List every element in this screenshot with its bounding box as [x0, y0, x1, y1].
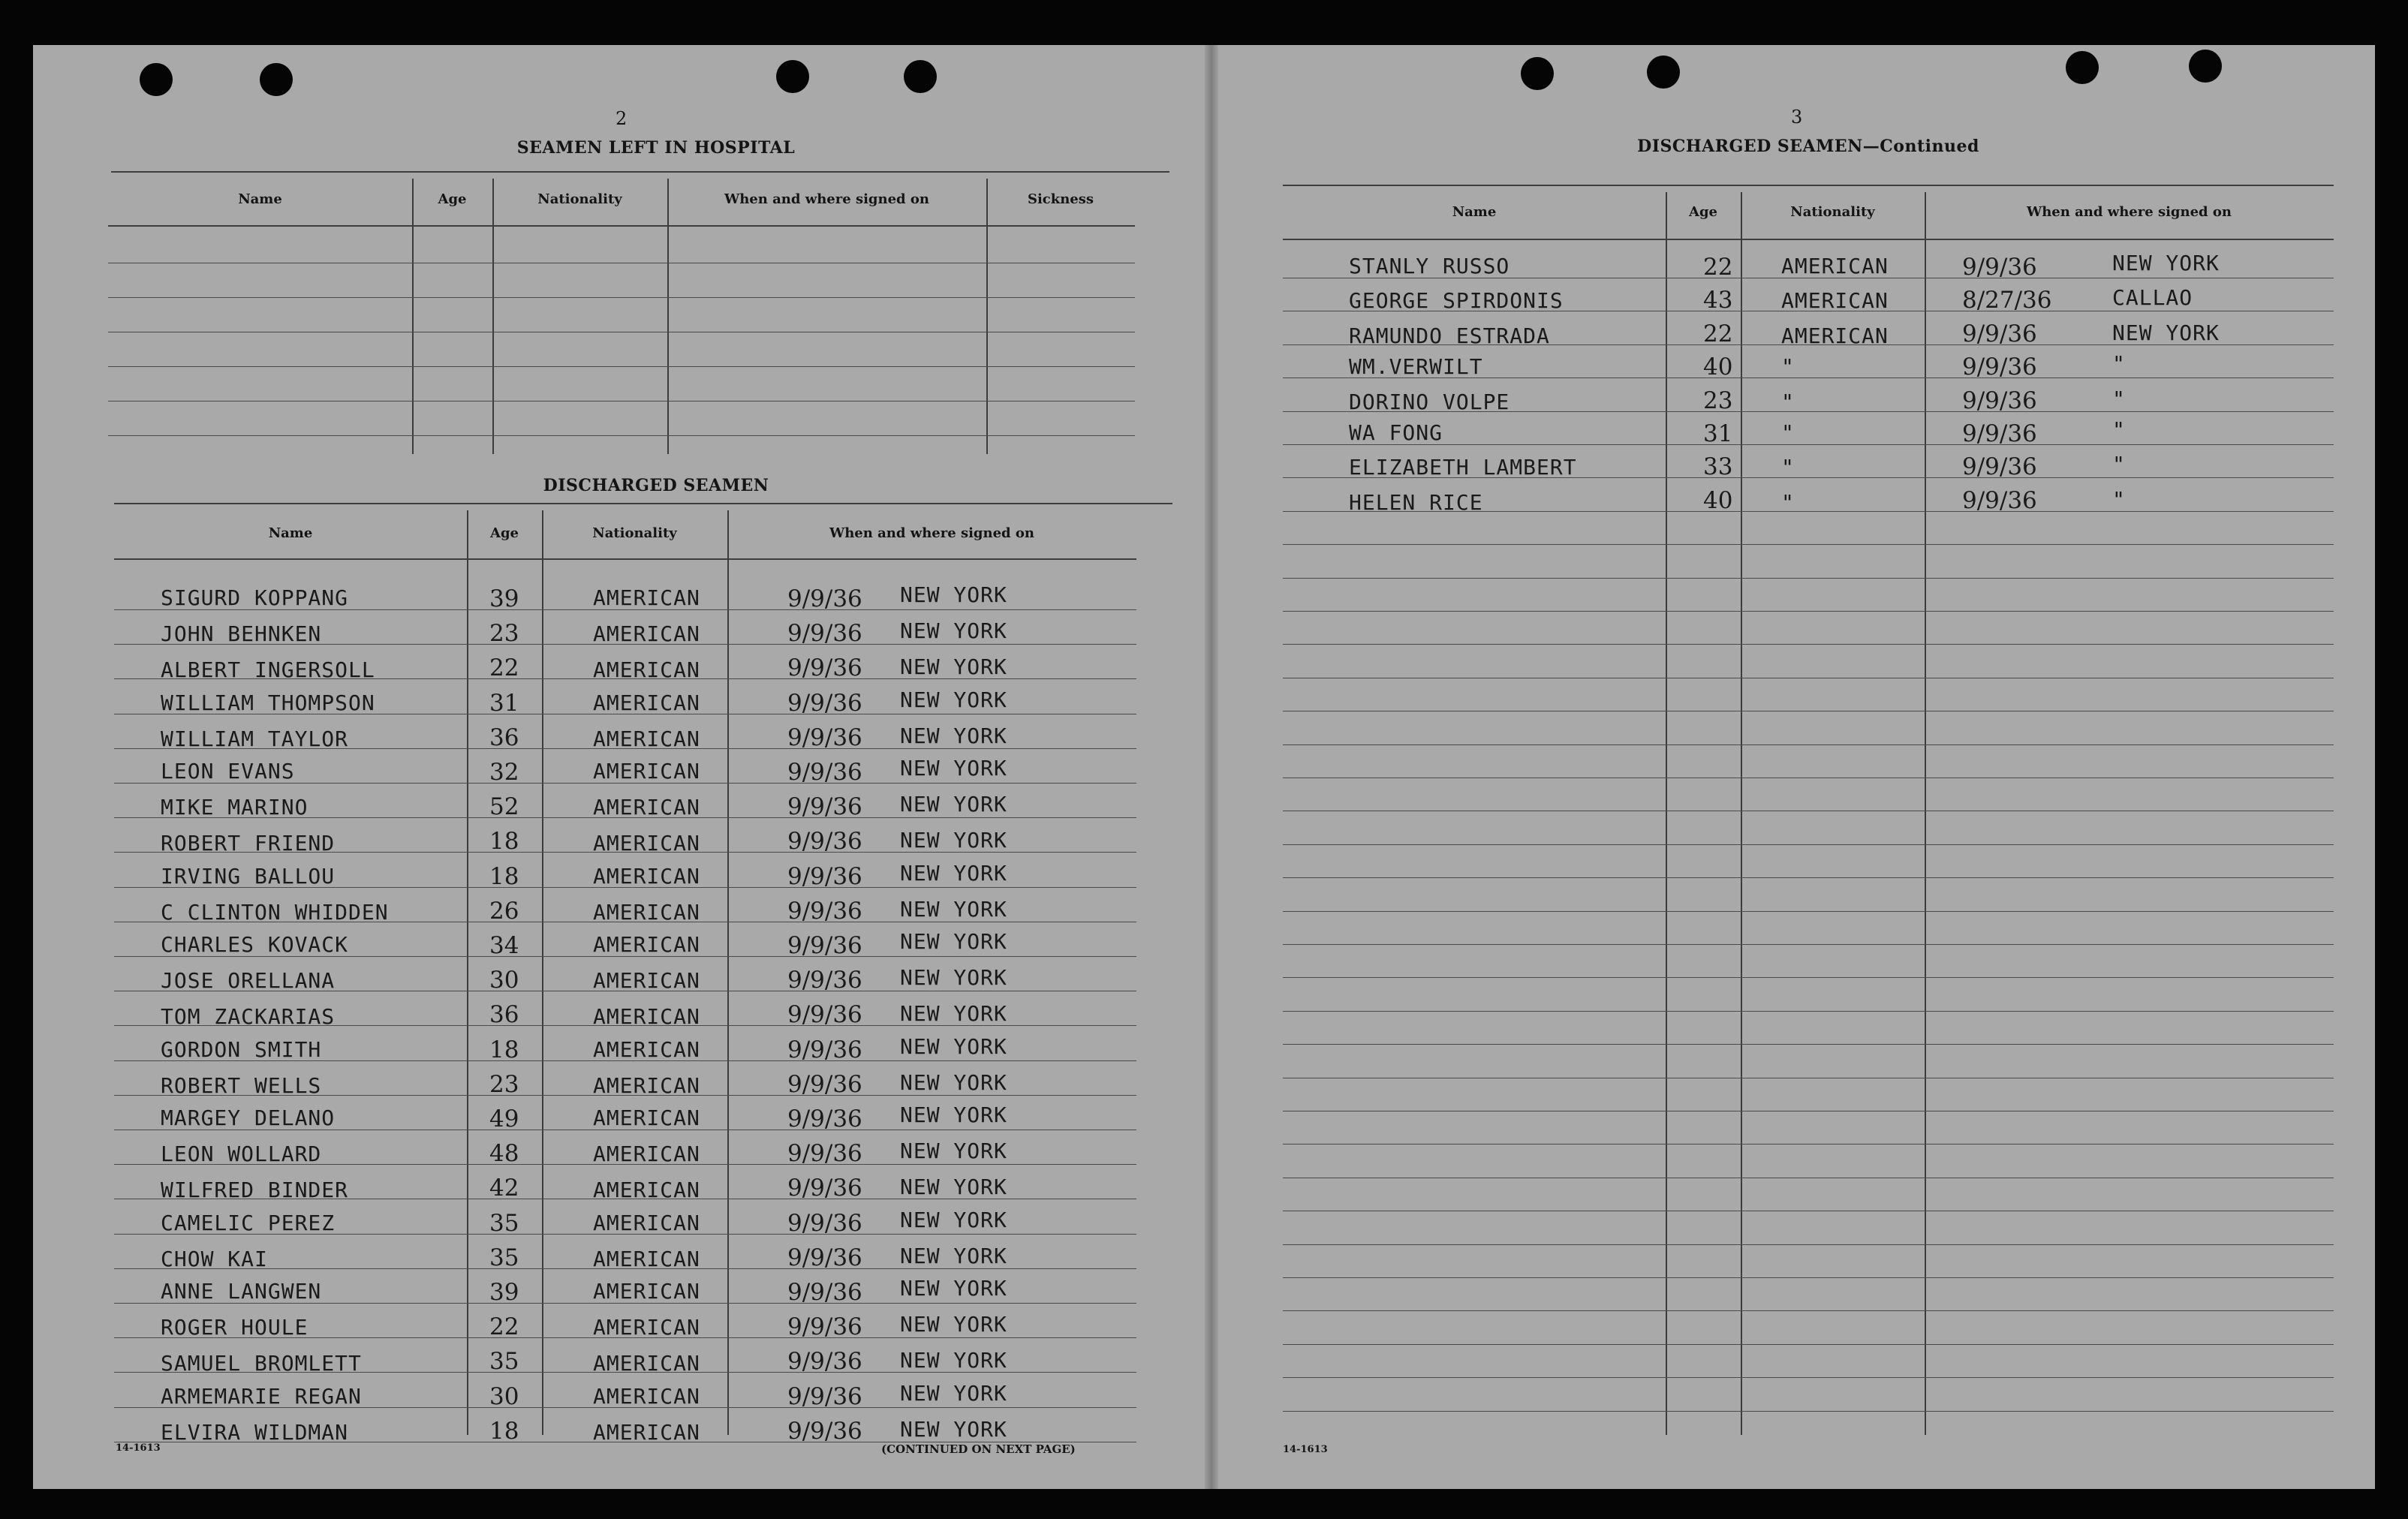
- cell-name: LEON WOLLARD: [161, 1142, 322, 1167]
- cell-age: 40: [1703, 486, 1733, 514]
- cell-nationality: AMERICAN: [593, 863, 700, 889]
- cell-age: 23: [489, 620, 519, 648]
- cell-age: 43: [1703, 287, 1733, 314]
- cell-age: 35: [489, 1348, 519, 1376]
- column-rule: [1666, 192, 1667, 1435]
- cell-nationality: ": [1781, 420, 1795, 445]
- cell-name: ALBERT INGERSOLL: [161, 657, 375, 683]
- cell-date: 9/9/36: [1962, 320, 2037, 347]
- cell-date: 9/9/36: [787, 723, 862, 751]
- cell-date: 9/9/36: [1962, 420, 2037, 447]
- cell-age: 39: [489, 1279, 519, 1306]
- cell-date: 9/9/36: [787, 897, 862, 925]
- column-header: Age: [438, 191, 467, 207]
- row-rule: [1283, 1377, 2334, 1378]
- row-rule: [108, 435, 1135, 436]
- cell-place: NEW YORK: [900, 756, 1007, 781]
- cell-age: 35: [489, 1209, 519, 1237]
- cell-age: 36: [489, 723, 519, 751]
- cell-nationality: AMERICAN: [593, 1142, 700, 1167]
- cell-place: NEW YORK: [2112, 251, 2220, 275]
- cell-date: 9/9/36: [787, 967, 862, 994]
- cell-age: 48: [489, 1140, 519, 1168]
- cell-name: JOSE ORELLANA: [161, 968, 336, 994]
- cell-date: 9/9/36: [787, 620, 862, 648]
- cell-place: NEW YORK: [900, 1175, 1007, 1200]
- cell-name: SIGURD KOPPANG: [161, 585, 349, 610]
- cell-age: 31: [489, 689, 519, 717]
- header-rule: [108, 225, 1135, 227]
- punch-hole: [1521, 57, 1554, 90]
- cell-place: NEW YORK: [900, 687, 1007, 712]
- cell-name: ROBERT FRIEND: [161, 831, 336, 856]
- row-rule: [1283, 877, 2334, 878]
- column-header: Nationality: [592, 525, 677, 541]
- cell-date: 9/9/36: [787, 585, 862, 612]
- cell-date: 9/9/36: [787, 689, 862, 717]
- column-header: Age: [1688, 204, 1717, 220]
- cell-nationality: AMERICAN: [593, 932, 700, 957]
- cell-date: 9/9/36: [787, 932, 862, 959]
- cell-age: 26: [489, 897, 519, 925]
- cell-age: 18: [489, 828, 519, 856]
- left-page: [33, 45, 1208, 1489]
- row-rule: [108, 297, 1135, 298]
- page-number: 2: [616, 108, 628, 129]
- cell-age: 18: [489, 1417, 519, 1445]
- row-rule: [1283, 844, 2334, 845]
- cell-place: NEW YORK: [900, 1380, 1007, 1406]
- cell-nationality: AMERICAN: [593, 1036, 700, 1062]
- cell-nationality: AMERICAN: [593, 1279, 700, 1304]
- cell-age: 23: [1703, 387, 1733, 414]
- row-rule: [1283, 1277, 2334, 1278]
- hospital-section-title: SEAMEN LEFT IN HOSPITAL: [516, 138, 796, 158]
- cell-place: NEW YORK: [900, 1207, 1007, 1232]
- cell-age: 33: [1703, 453, 1733, 481]
- cell-age: 23: [489, 1070, 519, 1098]
- cell-place: NEW YORK: [900, 1033, 1007, 1059]
- cell-place: NEW YORK: [900, 929, 1007, 954]
- cell-nationality: AMERICAN: [593, 968, 700, 994]
- cell-date: 9/9/36: [787, 862, 862, 890]
- column-rule: [492, 179, 494, 454]
- column-rule: [727, 510, 729, 1435]
- cell-nationality: AMERICAN: [593, 1315, 700, 1340]
- row-rule: [1283, 1344, 2334, 1345]
- cell-place: NEW YORK: [900, 860, 1007, 886]
- cell-name: CHARLES KOVACK: [161, 932, 349, 957]
- cell-name: TOM ZACKARIAS: [161, 1004, 336, 1030]
- cell-name: WM.VERWILT: [1349, 354, 1483, 380]
- cell-age: 30: [489, 967, 519, 994]
- cell-date: 9/9/36: [787, 1313, 862, 1341]
- cell-date: 9/9/36: [1962, 254, 2037, 281]
- row-rule: [1283, 1044, 2334, 1045]
- cell-place: NEW YORK: [900, 582, 1007, 607]
- cell-age: 36: [489, 1001, 519, 1029]
- cell-place: CALLAO: [2112, 285, 2193, 311]
- cell-nationality: AMERICAN: [593, 621, 700, 647]
- cell-name: ANNE LANGWEN: [161, 1279, 322, 1304]
- cell-place: NEW YORK: [900, 965, 1007, 991]
- header-rule: [114, 558, 1136, 560]
- cell-name: ARMEMARIE REGAN: [161, 1383, 362, 1409]
- column-rule: [667, 179, 669, 454]
- cell-nationality: AMERICAN: [593, 831, 700, 856]
- row-rule: [1283, 1011, 2334, 1012]
- column-header: When and where signed on: [829, 525, 1034, 541]
- cell-name: GEORGE SPIRDONIS: [1349, 288, 1564, 314]
- cell-nationality: AMERICAN: [593, 1383, 700, 1409]
- row-rule: [1283, 744, 2334, 745]
- cell-place: NEW YORK: [900, 1312, 1007, 1337]
- cell-place: NEW YORK: [900, 1138, 1007, 1164]
- cell-date: 9/9/36: [787, 1279, 862, 1306]
- punch-hole: [2189, 50, 2222, 83]
- cell-date: 8/27/36: [1962, 287, 2052, 314]
- cell-name: ROBERT WELLS: [161, 1072, 322, 1098]
- cell-place: NEW YORK: [900, 896, 1007, 922]
- cell-nationality: AMERICAN: [593, 585, 700, 610]
- row-rule: [108, 366, 1135, 367]
- cell-place: ": [2112, 486, 2126, 512]
- cell-age: 39: [489, 585, 519, 612]
- punch-hole: [776, 60, 809, 93]
- cell-name: WILFRED BINDER: [161, 1178, 349, 1203]
- cell-place: ": [2112, 386, 2126, 411]
- cell-name: RAMUNDO ESTRADA: [1349, 323, 1550, 348]
- cell-date: 9/9/36: [1962, 486, 2037, 514]
- cell-name: ROGER HOULE: [161, 1315, 309, 1340]
- cell-date: 9/9/36: [1962, 387, 2037, 414]
- cell-age: 35: [489, 1244, 519, 1271]
- cell-age: 22: [1703, 254, 1733, 281]
- row-rule: [1283, 944, 2334, 945]
- cell-place: NEW YORK: [900, 723, 1007, 748]
- row-rule: [1283, 578, 2334, 579]
- cell-name: DORINO VOLPE: [1349, 389, 1510, 414]
- cell-place: NEW YORK: [900, 1276, 1007, 1301]
- column-header: Name: [238, 191, 282, 207]
- column-header: Sickness: [1027, 191, 1094, 207]
- row-rule: [1283, 977, 2334, 978]
- cell-name: IRVING BALLOU: [161, 863, 336, 889]
- row-rule: [1283, 544, 2334, 545]
- cell-date: 9/9/36: [787, 1209, 862, 1237]
- cell-nationality: AMERICAN: [593, 1419, 700, 1445]
- cell-nationality: AMERICAN: [1781, 254, 1889, 278]
- continued-note: (CONTINUED ON NEXT PAGE): [881, 1442, 1076, 1456]
- cell-nationality: AMERICAN: [593, 726, 700, 751]
- cell-name: STANLY RUSSO: [1349, 254, 1510, 278]
- cell-nationality: ": [1781, 455, 1795, 480]
- row-rule: [1283, 611, 2334, 612]
- column-rule: [467, 510, 468, 1435]
- row-rule: [1283, 1310, 2334, 1311]
- cell-nationality: AMERICAN: [593, 1004, 700, 1030]
- cell-place: ": [2112, 417, 2126, 442]
- column-header: When and where signed on: [724, 191, 929, 207]
- cell-date: 9/9/36: [787, 1105, 862, 1132]
- cell-place: ": [2112, 452, 2126, 477]
- column-header: Name: [268, 525, 313, 541]
- cell-nationality: AMERICAN: [593, 1351, 700, 1376]
- column-rule: [412, 179, 414, 454]
- cell-place: NEW YORK: [900, 1069, 1007, 1095]
- cell-place: NEW YORK: [900, 618, 1007, 644]
- cell-date: 9/9/36: [787, 1417, 862, 1445]
- column-rule: [986, 179, 988, 454]
- cell-age: 18: [489, 862, 519, 890]
- cell-place: NEW YORK: [900, 1348, 1007, 1373]
- punch-hole: [260, 63, 293, 96]
- column-header: When and where signed on: [2027, 204, 2232, 220]
- cell-date: 9/9/36: [787, 828, 862, 856]
- cell-nationality: AMERICAN: [593, 795, 700, 820]
- cell-date: 9/9/36: [1962, 353, 2037, 381]
- cell-place: NEW YORK: [900, 1001, 1007, 1027]
- cell-age: 34: [489, 932, 519, 959]
- column-header: Nationality: [537, 191, 622, 207]
- cell-name: CHOW KAI: [161, 1246, 268, 1271]
- cell-age: 32: [489, 759, 519, 786]
- column-header: Name: [1452, 204, 1497, 220]
- cell-age: 49: [489, 1105, 519, 1132]
- cell-nationality: AMERICAN: [593, 759, 700, 784]
- cell-age: 22: [489, 654, 519, 682]
- cell-nationality: AMERICAN: [593, 690, 700, 715]
- cell-nationality: AMERICAN: [593, 657, 700, 683]
- cell-name: CAMELIC PEREZ: [161, 1210, 336, 1235]
- cell-date: 9/9/36: [787, 1348, 862, 1376]
- discharged-section-title: DISCHARGED SEAMEN: [543, 476, 769, 495]
- cell-name: SAMUEL BROMLETT: [161, 1351, 362, 1376]
- cell-age: 31: [1703, 420, 1733, 447]
- cell-place: NEW YORK: [900, 1243, 1007, 1268]
- cell-name: GORDON SMITH: [161, 1036, 322, 1062]
- cell-date: 9/9/36: [787, 1070, 862, 1098]
- column-rule: [542, 510, 543, 1435]
- row-rule: [1283, 1411, 2334, 1412]
- row-rule: [1283, 911, 2334, 912]
- cell-date: 9/9/36: [787, 1001, 862, 1029]
- cell-name: JOHN BEHNKEN: [161, 621, 322, 647]
- cell-name: LEON EVANS: [161, 759, 295, 784]
- column-header: Age: [489, 525, 519, 541]
- cell-place: NEW YORK: [900, 792, 1007, 817]
- cell-age: 40: [1703, 353, 1733, 381]
- cell-nationality: ": [1781, 489, 1795, 515]
- cell-date: 9/9/36: [1962, 453, 2037, 481]
- cell-place: NEW YORK: [2112, 320, 2220, 345]
- continued-section-title: DISCHARGED SEAMEN—Continued: [1637, 137, 1979, 156]
- row-rule: [1283, 1244, 2334, 1245]
- page-number: 3: [1791, 107, 1803, 128]
- cell-nationality: AMERICAN: [593, 1072, 700, 1098]
- punch-hole: [904, 60, 937, 93]
- cell-date: 9/9/36: [787, 654, 862, 682]
- document-sheet: [33, 45, 2375, 1489]
- cell-name: MARGEY DELANO: [161, 1105, 336, 1130]
- column-rule: [1741, 192, 1742, 1435]
- cell-place: ": [2112, 351, 2126, 377]
- punch-hole: [1647, 56, 1680, 89]
- cell-age: 30: [489, 1382, 519, 1410]
- cell-name: WILLIAM TAYLOR: [161, 726, 349, 751]
- row-rule: [1283, 1144, 2334, 1145]
- cell-name: WILLIAM THOMPSON: [161, 690, 375, 715]
- row-rule: [108, 401, 1135, 402]
- cell-nationality: ": [1781, 354, 1795, 380]
- cell-age: 42: [489, 1175, 519, 1202]
- column-header: Nationality: [1790, 204, 1875, 220]
- cell-age: 18: [489, 1036, 519, 1063]
- cell-date: 9/9/36: [787, 1140, 862, 1168]
- header-rule: [1283, 239, 2334, 240]
- cell-nationality: AMERICAN: [593, 1105, 700, 1130]
- cell-name: ELIZABETH LAMBERT: [1349, 455, 1577, 480]
- cell-place: NEW YORK: [900, 1416, 1007, 1442]
- cell-age: 22: [1703, 320, 1733, 347]
- cell-age: 22: [489, 1313, 519, 1341]
- cell-nationality: AMERICAN: [1781, 288, 1889, 314]
- cell-nationality: AMERICAN: [593, 1210, 700, 1235]
- punch-hole: [140, 63, 173, 96]
- cell-place: NEW YORK: [900, 1102, 1007, 1127]
- form-number: 14-1613: [1283, 1444, 1328, 1455]
- cell-place: NEW YORK: [900, 828, 1007, 853]
- cell-nationality: AMERICAN: [593, 899, 700, 925]
- column-rule: [1925, 192, 1926, 1435]
- cell-name: ELVIRA WILDMAN: [161, 1419, 349, 1445]
- cell-name: MIKE MARINO: [161, 795, 309, 820]
- cell-age: 52: [489, 793, 519, 821]
- cell-nationality: ": [1781, 389, 1795, 414]
- cell-date: 9/9/36: [787, 1036, 862, 1063]
- cell-nationality: AMERICAN: [1781, 323, 1889, 348]
- cell-nationality: AMERICAN: [593, 1246, 700, 1271]
- cell-date: 9/9/36: [787, 1244, 862, 1271]
- cell-place: NEW YORK: [900, 654, 1007, 680]
- cell-name: C CLINTON WHIDDEN: [161, 899, 389, 925]
- cell-date: 9/9/36: [787, 1382, 862, 1410]
- right-page: [1215, 45, 2375, 1489]
- form-number: 14-1613: [116, 1442, 161, 1454]
- row-rule: [1283, 644, 2334, 645]
- cell-name: HELEN RICE: [1349, 489, 1483, 515]
- cell-nationality: AMERICAN: [593, 1178, 700, 1203]
- cell-date: 9/9/36: [787, 1175, 862, 1202]
- cell-name: WA FONG: [1349, 420, 1443, 445]
- cell-date: 9/9/36: [787, 793, 862, 821]
- cell-date: 9/9/36: [787, 759, 862, 786]
- punch-hole: [2066, 51, 2099, 84]
